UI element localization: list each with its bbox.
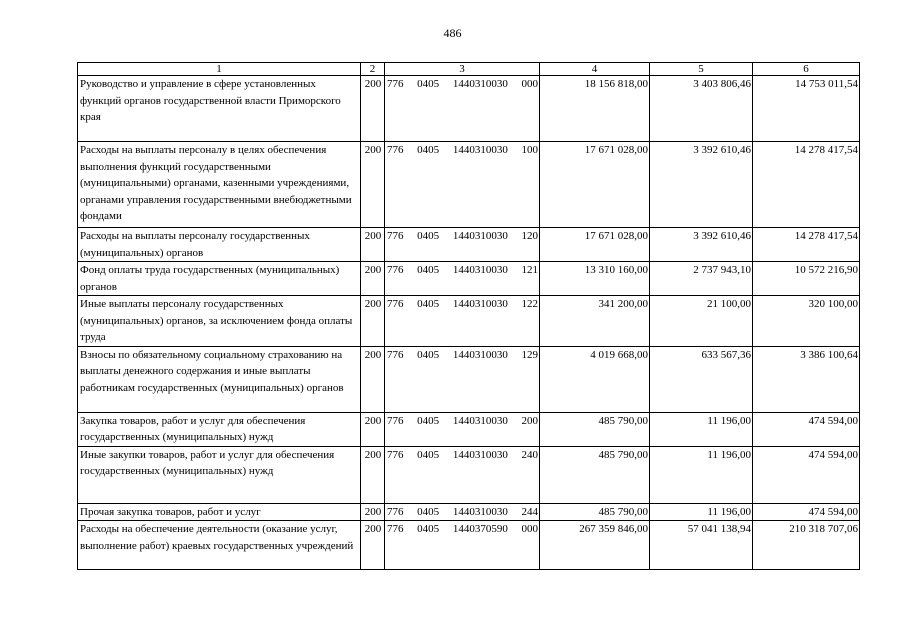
row-value-4: 341 200,00 (540, 296, 650, 347)
column-header: 5 (650, 63, 753, 76)
table-row (78, 446, 860, 503)
row-name: Закупка товаров, работ и услуг для обеспечения государственных (муниципальных) нужд (78, 412, 361, 446)
code-grbs: 776 (387, 78, 404, 90)
table-row (78, 503, 860, 521)
row-name: Расходы на выплаты персоналу государственных (муниципальных) органов (78, 228, 361, 262)
row-col2: 200 (361, 76, 385, 142)
row-code (385, 76, 540, 142)
code-grbs: 776 (387, 523, 404, 535)
row-value-5: 21 100,00 (650, 296, 753, 347)
code-grbs: 776 (387, 230, 404, 242)
code-kind: 244 (521, 505, 538, 518)
row-value-6: 14 278 417,54 (753, 142, 860, 228)
row-name: Расходы на выплаты персоналу в целях обеспечения выполнения функций государственными (муниципальными) органами, казенными учреждениями, органами управления государственными внебюджетными фондами (78, 142, 361, 228)
row-code (385, 262, 540, 296)
table-row (78, 296, 860, 347)
code-section: 0405 (417, 78, 440, 90)
row-name: Прочая закупка товаров, работ и услуг (78, 503, 361, 521)
row-value-5: 633 567,36 (650, 346, 753, 412)
row-value-5: 11 196,00 (650, 412, 753, 446)
code-target: 1440310030 (452, 448, 508, 461)
code-target: 1440310030 (452, 264, 508, 276)
row-col2: 200 (361, 503, 385, 521)
table-row (78, 262, 860, 296)
code-target: 1440310030 (452, 230, 508, 242)
row-value-4: 13 310 160,00 (540, 262, 650, 296)
code-grbs: 776 (387, 348, 404, 361)
code-target: 1440310030 (452, 414, 508, 427)
column-header: 4 (540, 63, 650, 76)
code-section: 0405 (417, 230, 440, 242)
code-grbs: 776 (387, 505, 404, 518)
code-section: 0405 (417, 264, 440, 276)
row-value-5: 11 196,00 (650, 446, 753, 503)
column-header: 6 (753, 63, 860, 76)
row-code (385, 521, 540, 570)
row-name: Иные закупки товаров, работ и услуг для обеспечения государственных (муниципальных) нужд (78, 446, 361, 503)
table-row (78, 346, 860, 412)
row-code (385, 346, 540, 412)
code-kind: 200 (521, 414, 538, 427)
code-section: 0405 (417, 144, 440, 156)
row-value-5: 3 403 806,46 (650, 76, 753, 142)
code-section: 0405 (417, 523, 440, 535)
row-value-5: 57 041 138,94 (650, 521, 753, 570)
row-value-4: 485 790,00 (540, 412, 650, 446)
row-value-5: 11 196,00 (650, 503, 753, 521)
table-row (78, 412, 860, 446)
row-col2: 200 (361, 446, 385, 503)
code-section: 0405 (417, 348, 440, 361)
column-header: 3 (385, 63, 540, 76)
row-value-6: 474 594,00 (753, 503, 860, 521)
budget-table (77, 62, 860, 570)
row-value-4: 267 359 846,00 (540, 521, 650, 570)
row-value-5: 3 392 610,46 (650, 228, 753, 262)
row-col2: 200 (361, 296, 385, 347)
row-value-4: 4 019 668,00 (540, 346, 650, 412)
code-kind: 121 (521, 264, 538, 276)
row-value-6: 14 753 011,54 (753, 76, 860, 142)
row-code (385, 228, 540, 262)
row-value-4: 18 156 818,00 (540, 76, 650, 142)
code-kind: 100 (521, 144, 538, 156)
table-row (78, 228, 860, 262)
row-value-6: 474 594,00 (753, 412, 860, 446)
code-target: 1440310030 (452, 144, 508, 156)
row-value-6: 14 278 417,54 (753, 228, 860, 262)
row-value-6: 474 594,00 (753, 446, 860, 503)
row-col2: 200 (361, 521, 385, 570)
row-value-4: 17 671 028,00 (540, 228, 650, 262)
code-kind: 000 (521, 523, 538, 535)
code-kind: 000 (521, 78, 538, 90)
code-target: 1440310030 (452, 348, 508, 361)
row-code (385, 296, 540, 347)
page-number: 486 (443, 26, 462, 40)
row-code (385, 412, 540, 446)
row-name: Фонд оплаты труда государственных (муниципальных) органов (78, 262, 361, 296)
code-section: 0405 (417, 298, 440, 310)
code-kind: 120 (521, 230, 538, 242)
row-value-6: 3 386 100,64 (753, 346, 860, 412)
row-col2: 200 (361, 412, 385, 446)
row-value-6: 10 572 216,90 (753, 262, 860, 296)
row-code (385, 446, 540, 503)
row-name: Расходы на обеспечение деятельности (оказание услуг, выполнение работ) краевых государственных учреждений (78, 521, 361, 570)
row-value-5: 3 392 610,46 (650, 142, 753, 228)
code-grbs: 776 (387, 144, 404, 156)
code-section: 0405 (417, 505, 440, 518)
row-code (385, 142, 540, 228)
row-col2: 200 (361, 346, 385, 412)
table-row (78, 142, 860, 228)
row-code (385, 503, 540, 521)
header-row (78, 63, 860, 76)
row-col2: 200 (361, 228, 385, 262)
row-col2: 200 (361, 142, 385, 228)
row-name: Взносы по обязательному социальному страхованию на выплаты денежного содержания и иные выплаты работникам государственных (муниципальных) органов (78, 346, 361, 412)
row-value-4: 485 790,00 (540, 503, 650, 521)
code-grbs: 776 (387, 264, 404, 276)
table-row (78, 76, 860, 142)
code-section: 0405 (417, 448, 440, 461)
row-value-4: 485 790,00 (540, 446, 650, 503)
code-target: 1440310030 (452, 505, 508, 518)
code-kind: 122 (521, 298, 538, 310)
code-grbs: 776 (387, 298, 404, 310)
row-value-6: 320 100,00 (753, 296, 860, 347)
code-section: 0405 (417, 414, 440, 427)
column-header: 1 (78, 63, 361, 76)
row-value-5: 2 737 943,10 (650, 262, 753, 296)
code-target: 1440310030 (452, 298, 508, 310)
code-kind: 129 (521, 348, 538, 361)
column-header: 2 (361, 63, 385, 76)
row-value-6: 210 318 707,06 (753, 521, 860, 570)
row-name: Иные выплаты персоналу государственных (муниципальных) органов, за исключением фонда оплаты труда (78, 296, 361, 347)
row-value-4: 17 671 028,00 (540, 142, 650, 228)
row-name: Руководство и управление в сфере установленных функций органов государственной власти Приморского края (78, 76, 361, 142)
code-target: 1440310030 (452, 78, 508, 90)
code-kind: 240 (521, 448, 538, 461)
code-grbs: 776 (387, 414, 404, 427)
row-col2: 200 (361, 262, 385, 296)
code-grbs: 776 (387, 448, 404, 461)
table-row (78, 521, 860, 570)
code-target: 1440370590 (452, 523, 508, 535)
